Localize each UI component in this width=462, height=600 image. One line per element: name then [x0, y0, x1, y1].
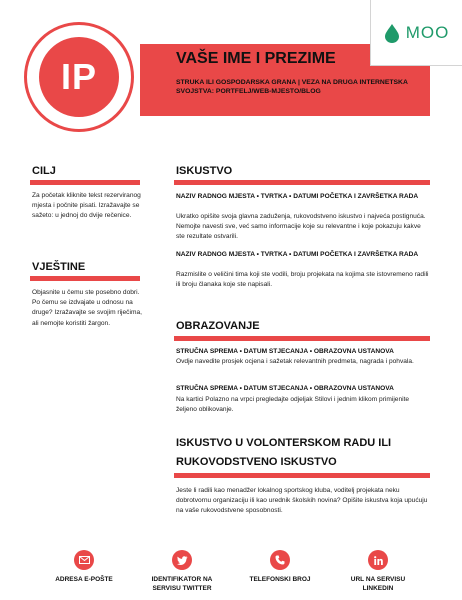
volunteer-text[interactable]: Jeste li radili kao menadžer lokalnog sportskog kluba, voditelj projekata neku dobrotvornu organizaciju ili kao urednik školskih novina? Opišite iskustva koja upućuju na vaše rukovodstvene sposobnosti. [176, 487, 428, 515]
monogram-badge [24, 22, 134, 132]
moo-logo-badge [370, 0, 462, 66]
job-description-2[interactable]: Razmislite o veličini tima koji ste vodili, broju projekata na kojima ste istovremeno radili ili broju članaka koje ste napisali. [176, 271, 429, 289]
experience-rule [174, 180, 430, 185]
goal-heading[interactable]: CILJ [32, 165, 56, 177]
leaf-drop-icon [384, 23, 400, 43]
twitter-label-line1[interactable]: IDENTIFIKATOR NA [151, 576, 213, 583]
skills-heading[interactable]: VJEŠTINE [32, 261, 86, 273]
phone-label[interactable]: TELEFONSKI BROJ [249, 576, 311, 583]
skills-text[interactable]: Objasnite u čemu ste posebno dobri. Po čemu se izdvajate u odnosu na druge? Izražavajte se svojim riječima, ali nemojte koristiti žargon. [32, 289, 142, 327]
moo-logo-text: MOO [405, 22, 450, 42]
goal-text[interactable]: Za početak kliknite tekst rezerviranog mjesta i počnite pisati. Izražavajte se sažeto: u jednoj do dvije rečenice. [32, 192, 141, 220]
education-description-1[interactable]: Ovdje navedite prosjek ocjena i sažetak relevantnih predmeta, nagrada i pohvala. [176, 358, 414, 365]
experience-heading[interactable]: ISKUSTVO [176, 165, 233, 177]
education-title-1[interactable]: STRUČNA SPREMA • DATUM STJECANJA • OBRAZOVNA USTANOVA [176, 348, 394, 355]
job-title-1[interactable]: NAZIV RADNOG MJESTA • TVRTKA • DATUMI POČETKA I ZAVRŠETKA RADA [176, 193, 419, 200]
education-heading[interactable]: OBRAZOVANJE [176, 320, 260, 332]
job-title-2[interactable]: NAZIV RADNOG MJESTA • TVRTKA • DATUMI POČETKA I ZAVRŠETKA RADA [176, 251, 419, 258]
header-subtitle-line1[interactable]: STRUKA ILI GOSPODARSKA GRANA | VEZA NA DRUGA INTERNETSKA [176, 79, 408, 86]
twitter-label-line2[interactable]: SERVISU TWITTER [152, 585, 212, 592]
linkedin-label-line2[interactable]: LINKEDIN [362, 585, 394, 592]
linkedin-icon [368, 550, 388, 570]
phone-icon [270, 550, 290, 570]
email-label[interactable]: ADRESA E-POŠTE [55, 576, 113, 583]
volunteer-heading-line2[interactable]: RUKOVODSTVENO ISKUSTVO [176, 456, 337, 468]
twitter-icon [172, 550, 192, 570]
monogram-initials: IP [39, 37, 119, 117]
education-rule [174, 336, 430, 341]
resume-name[interactable]: VAŠE IME I PREZIME [176, 50, 336, 67]
header-subtitle-line2[interactable]: SVOJSTVA: PORTFELJ/WEB-MJESTO/BLOG [176, 88, 321, 95]
email-icon [74, 550, 94, 570]
skills-rule [30, 276, 140, 281]
volunteer-heading-line1[interactable]: ISKUSTVO U VOLONTERSKOM RADU ILI [176, 437, 392, 449]
education-description-2[interactable]: Na kartici Polazno na vrpci pregledajte odjeljak Stilovi i jednim klikom primijenite željeno oblikovanje. [176, 396, 410, 414]
job-description-1[interactable]: Ukratko opišite svoja glavna zaduženja, rukovodstveno iskustvo i najveća postignuća. Nemojte navesti sve, već samo informacije koje su relevantne i koje pokazuju kakve ste rezultate ostvarili. [176, 213, 426, 241]
education-title-2[interactable]: STRUČNA SPREMA • DATUM STJECANJA • OBRAZOVNA USTANOVA [176, 385, 394, 392]
goal-rule [30, 180, 140, 185]
linkedin-label-line1[interactable]: URL NA SERVISU [350, 576, 406, 583]
volunteer-rule [174, 473, 430, 478]
